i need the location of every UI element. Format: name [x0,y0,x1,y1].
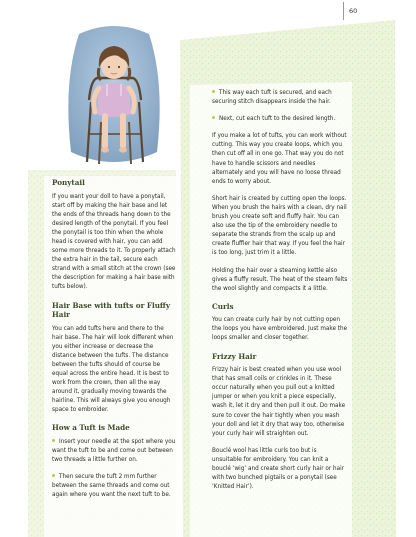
bullet-icon [212,116,215,119]
bullet-icon [212,90,215,93]
hair-base-heading: Hair Base with tufts or Fluffy Hair [52,300,171,320]
bullet-icon [52,439,55,442]
boucle-paragraph: Bouclé wool has little curls too but is unsuitable for embroidery. You can knit a bouclé ‘wig’ and create short curly hair or hair with two bunched pigtails or a ponytail (see ‘Knitted Hair’). [212,447,345,491]
short-hair-paragraph: Short hair is created by cutting open the loops. When you brush the hairs with a clean, dry nail brush you create soft and fluffy hair. You can also use the tip of the embroidery needle to separate the strands from the scalp up and create fluffier hair that way. If you feel the hair is too long, just trim it a little. [212,195,347,257]
ponytail-heading: Ponytail [52,178,85,187]
tuft-step-4-text: Next, cut each tuft to the desired length. [219,116,336,123]
tuft-heading: How a Tuft is Made [52,423,130,433]
tuft-step-2 [52,473,176,500]
page-number-rule [343,2,344,20]
frizzy-heading: Frizzy Hair [212,351,257,361]
kettle-paragraph: Holding the hair over a steaming kettle also gives a fluffy result. The heat of the steam felts the wool slightly and compacts it a little. [212,267,348,292]
frizzy-paragraph: Frizzy hair is best created when you use wool that has small coils or crinkles in it. These occur naturally when you pull out a knitted jumper or when you knit a piece especially, wash it, let it dry and then pull it out. Do make sure to cover the hair tightly when you wash your doll and let it dry that way too, otherwise your curly hair will straighten out. [212,367,346,437]
curls-paragraph: You can create curly hair by not cutting open the loops you have embroidered. Just make the loops smaller and closer together. [212,317,348,342]
loops-paragraph: If you make a lot of tufts, you can work without cutting. This way you create loops, which you then cut off all in one go. That way you do not have to handle scissors and needles alternately and you will have no loose thread ends to worry about. [212,133,347,185]
page-number: 60 [349,7,358,15]
tuft-step-3-text: This way each tuft is secured, and each securing stitch disappears inside the hair. [212,90,332,106]
curls-heading: Curls [212,301,234,311]
doll-in-chair-illustration [61,22,167,174]
left-column [52,178,176,509]
tuft-step-4 [212,115,348,124]
tuft-step-1-text: Insert your needle at the spot where you want the tuft to be and come out between two threads a little further on. [52,438,176,464]
bullet-icon [52,474,55,477]
tuft-step-1 [52,438,176,465]
right-column [212,89,348,500]
ponytail-paragraph: If you want your doll to have a ponytail, start off by making the hair base and let the ends of the threads hang down to the desired length of the ponytail. If you feel the ponytail is too thin when the whole head is covered with hair, you can add some more threads to it. To properly attach the extra hair in the tail, secure each strand with a small stitch at the crown (see the description for making a hair base with tufts below). [52,193,176,291]
tuft-step-2-text: Then secure the tuft 2 mm further between the same threads and come out again where you want the next tuft to be. [52,474,171,499]
hair-base-paragraph: You can add tufts here and there to the hair base. The hair will look different when you either increase or decrease the distance between the tufts. The distance between the tufts should of course be equal across the entire head. It is best to work from the crown, then all the way around it, gradually moving towards the hairline. This will always give you enough space to embroider. [52,325,174,414]
tuft-step-3 [212,89,348,107]
